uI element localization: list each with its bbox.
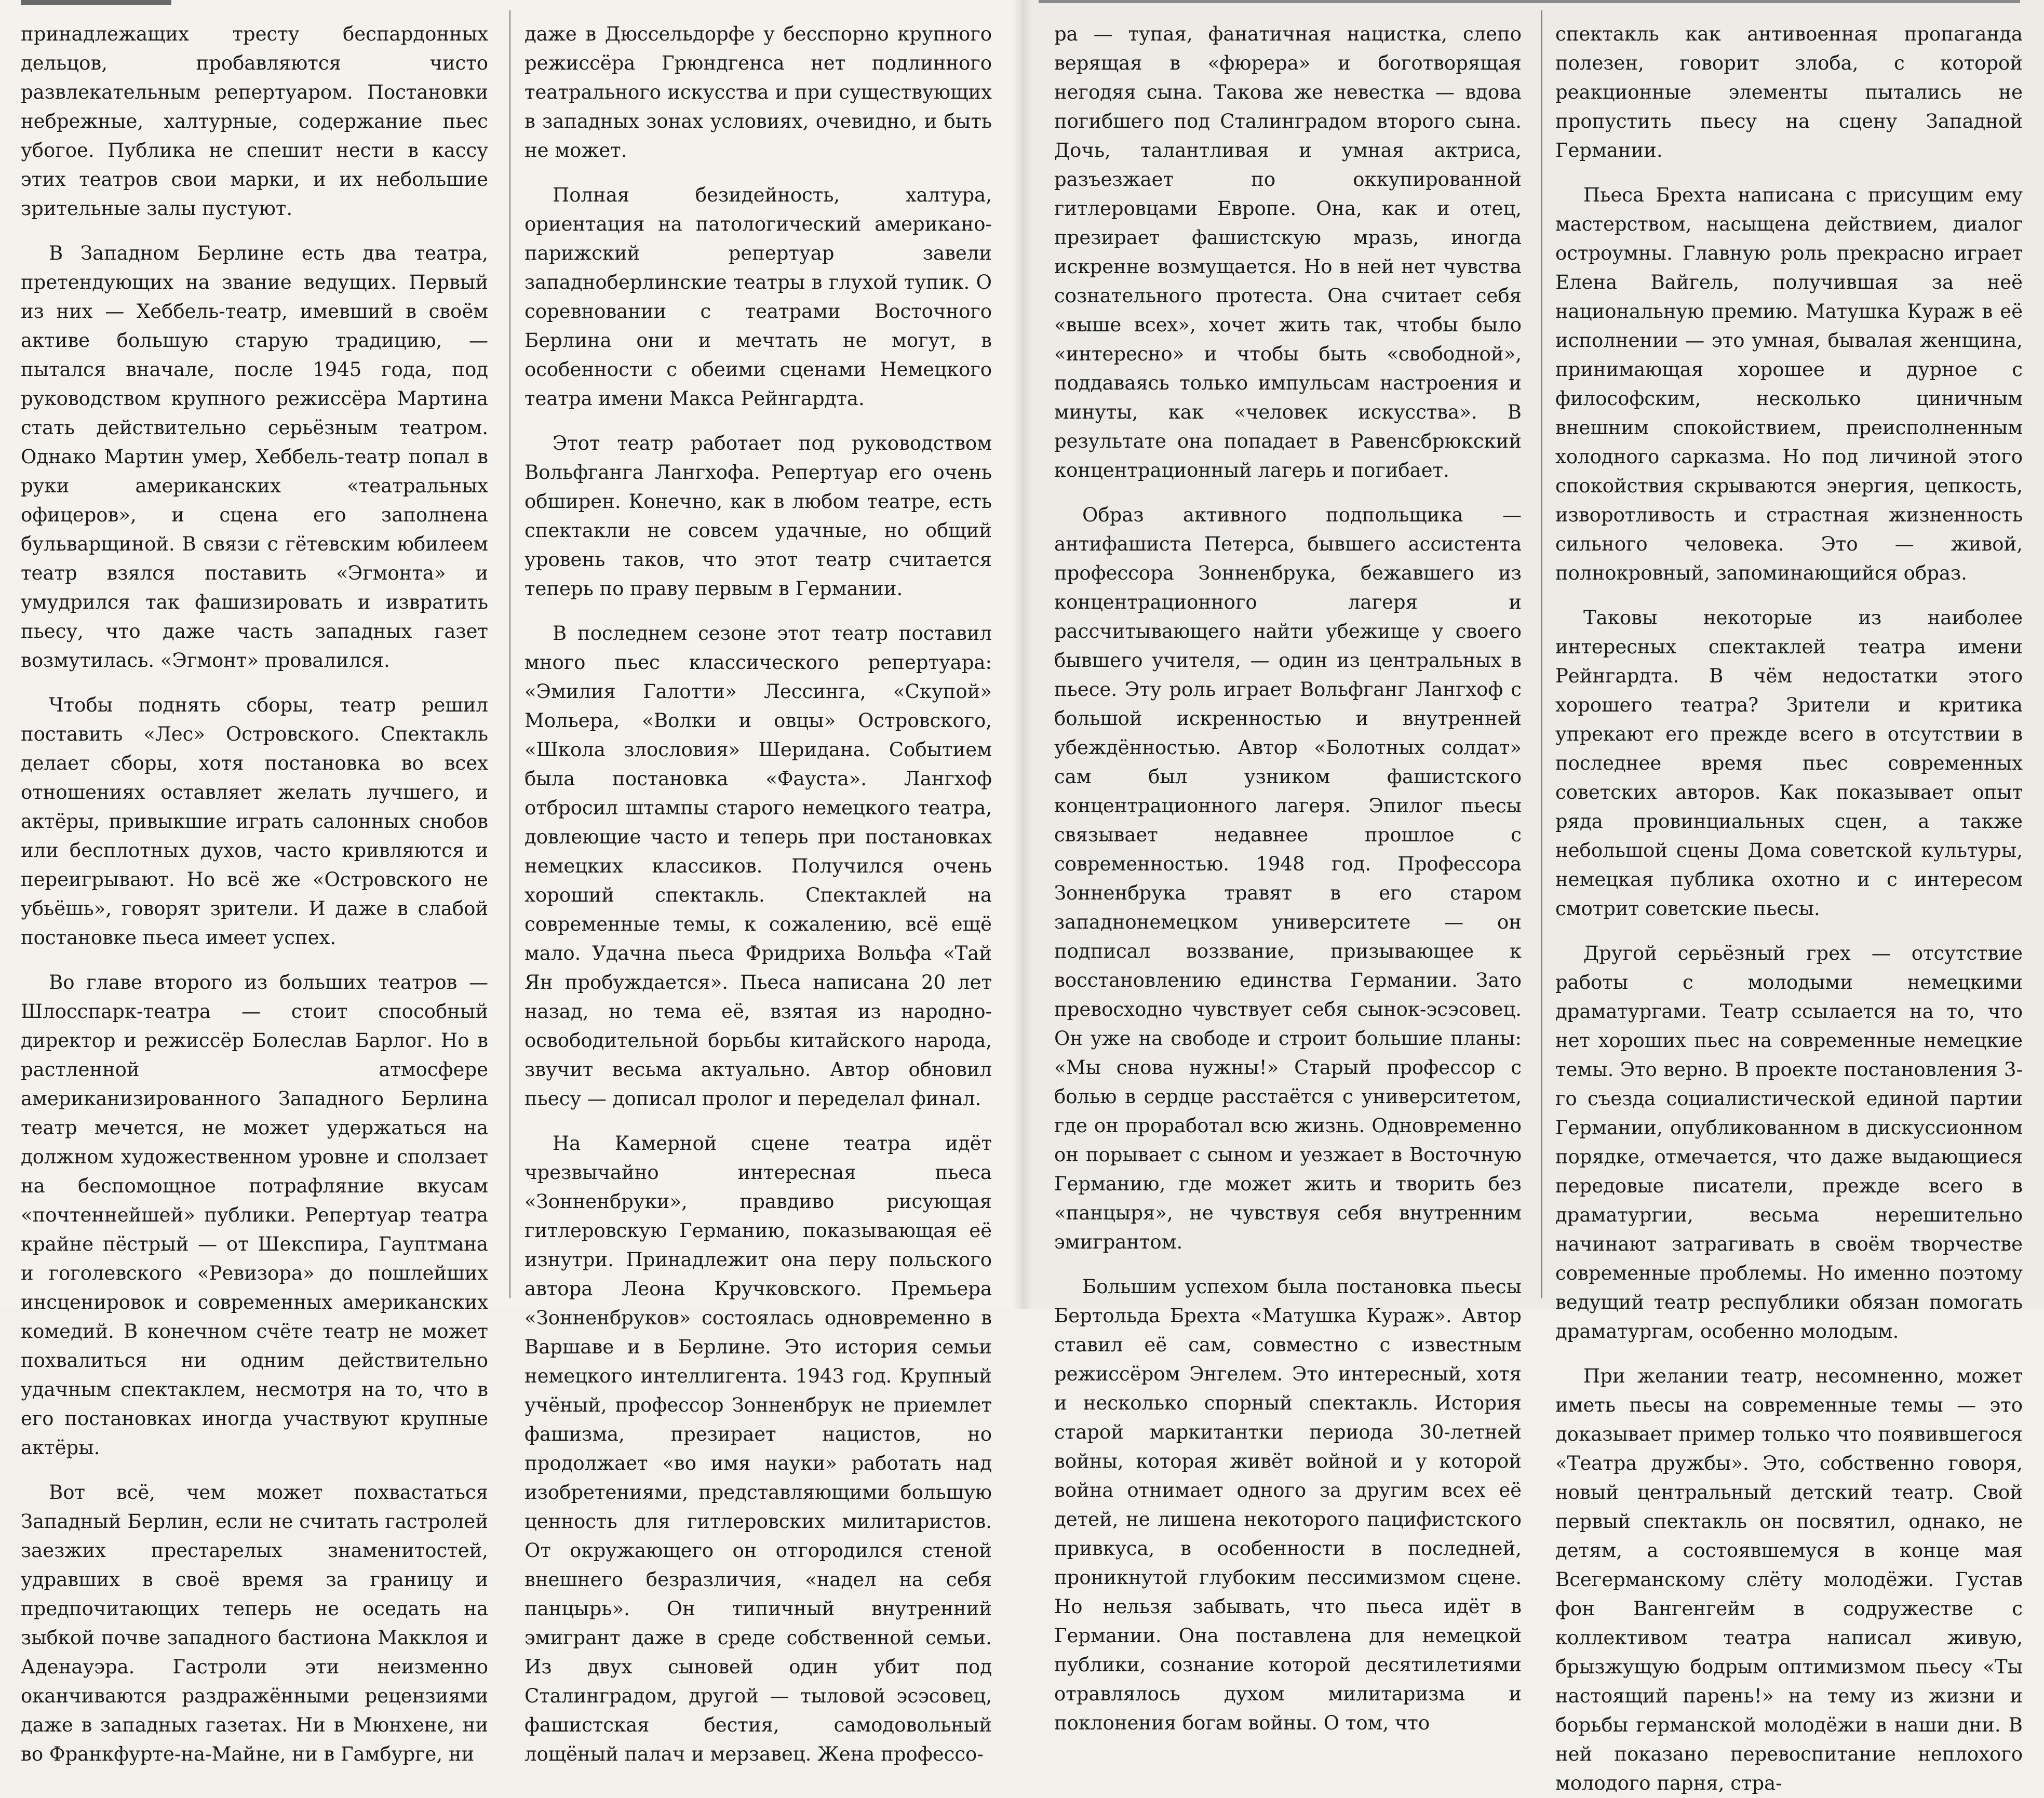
paragraph: принадлежащих тресту беспардонных дельцов, пробавляются чисто развлекательным репертуаром. Постановки небрежные, халтурные, содержание пьес убогое. Публика не спешит нести в кассу этих театров свои марки, и их небольшие зрительные залы пустуют. xyxy=(21,23,488,220)
paragraph: В последнем сезоне этот театр поставил много пьес классического репертуара: «Эмилия Галотти» Лессинга, «Скупой» Мольера, «Волки и овцы» Островского, «Школа злословия» Шеридана. Событием была постановка «Фауста». Лангхоф отбросил штампы старого немецкого театра, довлеющие часто и теперь при постановках немецких классиков. Получился очень хороший спектакль. Спектаклей на современные темы, к сожалению, всё ещё мало. Удачна пьеса Фридриха Вольфа «Тай Ян пробуждается». Пьеса написана 20 лет назад, но тема её, взятая из народно-освободительной борьбы китайского народа, звучит весьма актуально. Автор обновил пьесу — дописал пролог и переделал финал. xyxy=(525,622,992,1110)
paragraph: Пьеса Брехта написана с присущим ему мастерством, насыщена действием, диалог остроумны. Главную роль прекрасно играет Елена Вайгель, получившая за неё национальную премию. Матушка Кураж в её исполнении — это умная, бывалая женщина, принимающая хорошее и дурное с философским, несколько циничным внешним спокойствием, преисполненным холодного сарказма. Но под личиной этого спокойствия скрываются энергия, цепкость, изворотливость и страстная жизненность сильного человека. Это — живой, полнокровный, запоминающийся образ. xyxy=(1555,184,2023,584)
article-column-4 xyxy=(1555,20,2023,1794)
column-rule-2 xyxy=(1541,10,1542,1298)
top-rule-right xyxy=(1039,0,2020,3)
article-column-2 xyxy=(525,20,992,1765)
column-rule-1 xyxy=(509,10,510,1298)
paragraph: даже в Дюссельдорфе у бесспорно крупного режиссёра Грюндгенса нет подлинного театрального искусства и при существующих в западных зонах условиях, очевидно, и быть не может. xyxy=(525,23,992,162)
page-gutter xyxy=(1012,0,1032,1309)
paragraph: Полная безидейность, халтура, ориентация на патологический американо-парижский репертуар завели западноберлинские театры в глухой тупик. О соревновании с театрами Восточного Берлина они и мечтать не могут, в особенности с обеими сценами Немецкого театра имени Макса Рейнгардта. xyxy=(525,184,992,410)
paragraph: В Западном Берлине есть два театра, претендующих на звание ведущих. Первый из них — Хеббель-театр, имевший в своём активе большую старую традицию, — пытался вначале, после 1945 года, под руководством крупного режиссёра Мартина стать действительно серьёзным театром. Однако Мартин умер, Хеббель-театр попал в руки американских «театральных офицеров», и сцена его заполнена бульварщиной. В связи с гётевским юбилеем театр взялся поставить «Эгмонта» и умудрился так фашизировать и извратить пьесу, что даже часть западных газет возмутилась. «Эгмонт» провалился. xyxy=(21,242,488,672)
paragraph: Вот всё, чем может похвастаться Западный Берлин, если не считать гастролей заезжих престарелых знаменитостей, удравших в своё время за границу и предпочитающих теперь не оседать на зыбкой почве западного бастиона Макклоя и Аденауэра. Гастроли эти неизменно оканчиваются раздражёнными рецензиями даже в западных газетах. Ни в Мюнхене, ни во Франкфурте-на-Майне, ни в Гамбурге, ни xyxy=(21,1481,488,1765)
paragraph: Другой серьёзный грех — отсутствие работы с молодыми немецкими драматургами. Театр ссылается на то, что нет хороших пьес на современные немецкие темы. Это верно. В проекте постановления 3-го съезда социалистической единой партии Германии, опубликованном в дискуссионном порядке, отмечается, что даже выдающиеся передовые писатели, прежде всего в драматургии, весьма нерешительно начинают затрагивать в своём творчестве современные проблемы. Но именно поэтому ведущий театр республики обязан помогать драматургам, особенно молодым. xyxy=(1555,942,2023,1343)
paragraph: Чтобы поднять сборы, театр решил поставить «Лес» Островского. Спектакль делает сборы, хотя постановка во всех отношениях оставляет желать лучшего, и актёры, привыкшие играть салонных снобов или бесплотных духов, часто кривляются и переигрывают. Но всё же «Островского не убьёшь», говорят зрители. И даже в слабой постановке пьеса имеет успех. xyxy=(21,694,488,949)
paragraph: Во главе второго из больших театров — Шлосспарк-театра — стоит способный директор и режиссёр Болеслав Барлог. Но в растленной атмосфере американизированного Западного Берлина театр мечется, не может удержаться на должном художественном уровне и сползает на беспомощное потрафляние вкусам «почтеннейшей» публики. Репертуар театра крайне пёстрый — от Шекспира, Гауптмана и гоголевского «Ревизора» до пошлейших инсценировок и современных американских комедий. В конечном счёте театр не может похвалиться ни одним действительно удачным спектаклем, несмотря на то, что в его постановках иногда участвуют крупные актёры. xyxy=(21,971,488,1459)
top-rule-left xyxy=(21,0,171,5)
paragraph: На Камерной сцене театра идёт чрезвычайно интересная пьеса «Зонненбруки», правдиво рисующая гитлеровскую Германию, показывающая её изнутри. Принадлежит она перу польского автора Леона Кручковского. Премьера «Зонненбруков» состоялась одновременно в Варшаве и в Берлине. Это история семьи немецкого интеллигента. 1943 год. Крупный учёный, профессор Зонненбрук не приемлет фашизма, презирает нацистов, но продолжает «во имя науки» работать над изобретениями, представляющими большую ценность для гитлеровских милитаристов. От окружающего он отгородился стеной внешнего безразличия, «надел на себя панцырь». Он типичный внутренний эмигрант даже в среде собственной семьи. Из двух сыновей один убит под Сталинградом, другой — тыловой эсэсовец, фашистская бестия, самодовольный лощёный палач и мерзавец. Жена профессо- xyxy=(525,1132,992,1765)
paragraph: При желании театр, несомненно, может иметь пьесы на современные темы — это доказывает пример только что появившегося «Театра дружбы». Это, собственно говоря, новый центральный детский театр. Свой первый спектакль он посвятил, однако, не детям, а состоявшемуся в конце мая Всегерманскому слёту молодёжи. Густав фон Вангенгейм в содружестве с коллективом театра написал живую, брызжущую бодрым оптимизмом пьесу «Ты настоящий парень!» на тему из жизни и борьбы германской молодёжи в наши дни. В ней показано перевоспитание неплохого молодого парня, стра- xyxy=(1555,1365,2023,1794)
paragraph: Таковы некоторые из наиболее интересных спектаклей театра имени Рейнгардта. В чём недостатки этого хорошего театра? Зрители и критика упрекают его прежде всего в отсутствии в последнее время пьес современных советских авторов. Как показывает опыт ряда провинциальных сцен, а также небольшой сцены Дома советской культуры, немецкая публика охотно и с интересом смотрит советские пьесы. xyxy=(1555,607,2023,920)
paragraph: Большим успехом была постановка пьесы Бертольда Брехта «Матушка Кураж». Автор ставил её сам, совместно с известным режиссёром Энгелем. Это интересный, хотя и несколько спорный спектакль. История старой маркитантки периода 30-летней войны, которая живёт войной и у которой война отнимает одного за другим всех её детей, не лишена некоторого пацифистского привкуса, в особенности в последней, проникнутой глубоким пессимизмом сцене. Но нельзя забывать, что пьеса идёт в Германии. Она поставлена для немецкой публики, сознание которой десятилетиями отравлялось духом милитаризма и поклонения богам войны. О том, что xyxy=(1054,1276,1522,1734)
paragraph: Образ активного подпольщика — антифашиста Петерса, бывшего ассистента профессора Зонненбрука, бежавшего из концентрационного лагеря и рассчитывающего найти убежище у своего бывшего учителя, — один из центральных в пьесе. Эту роль играет Вольфганг Лангхоф с большой искренностью и внутренней убеждённостью. Автор «Болотных солдат» сам был узником фашистского концентрационного лагеря. Эпилог пьесы связывает недавнее прошлое с современностью. 1948 год. Профессора Зонненбрука травят в его старом западнонемецком университете — он подписал воззвание, призывающее к восстановлению единства Германии. Зато превосходно чувствует себя сынок-эсэсовец. Он уже на свободе и строит большие планы: «Мы снова нужны!» Старый профессор с болью в сердце расстаётся с университетом, где он проработал всю жизнь. Одновременно он порывает с сыном и уезжает в Восточную Германию, где может жить и творить без «панцыря», не чувствуя себя внутренним эмигрантом. xyxy=(1054,504,1522,1253)
paragraph: Этот театр работает под руководством Вольфганга Лангхофа. Репертуар его очень обширен. Конечно, как в любом театре, есть спектакли не совсем удачные, но общий уровень таков, что этот театр считается теперь по праву первым в Германии. xyxy=(525,432,992,600)
paragraph: спектакль как антивоенная пропаганда полезен, говорит злоба, с которой реакционные элементы пытались не пропустить пьесу на сцену Западной Германии. xyxy=(1555,23,2023,162)
article-column-3 xyxy=(1054,20,1522,1734)
paragraph: ра — тупая, фанатичная нацистка, слепо верящая в «фюрера» и боготворящая негодяя сына. Такова же невестка — вдова погибшего под Сталинградом второго сына. Дочь, талантливая и умная актриса, разъезжает по оккупированной гитлеровцами Европе. Она, как и отец, презирает фашистскую мразь, иногда искренне возмущается. Но в ней нет чувства сознательного протеста. Она считает себя «выше всех», хочет жить так, чтобы было «интересно» и чтобы быть «свободной», поддаваясь только импульсам настроения и минуты, как «человек искусства». В результате она попадает в Равенсбрюкский концентрационный лагерь и погибает. xyxy=(1054,23,1522,481)
article-column-1 xyxy=(21,20,488,1765)
